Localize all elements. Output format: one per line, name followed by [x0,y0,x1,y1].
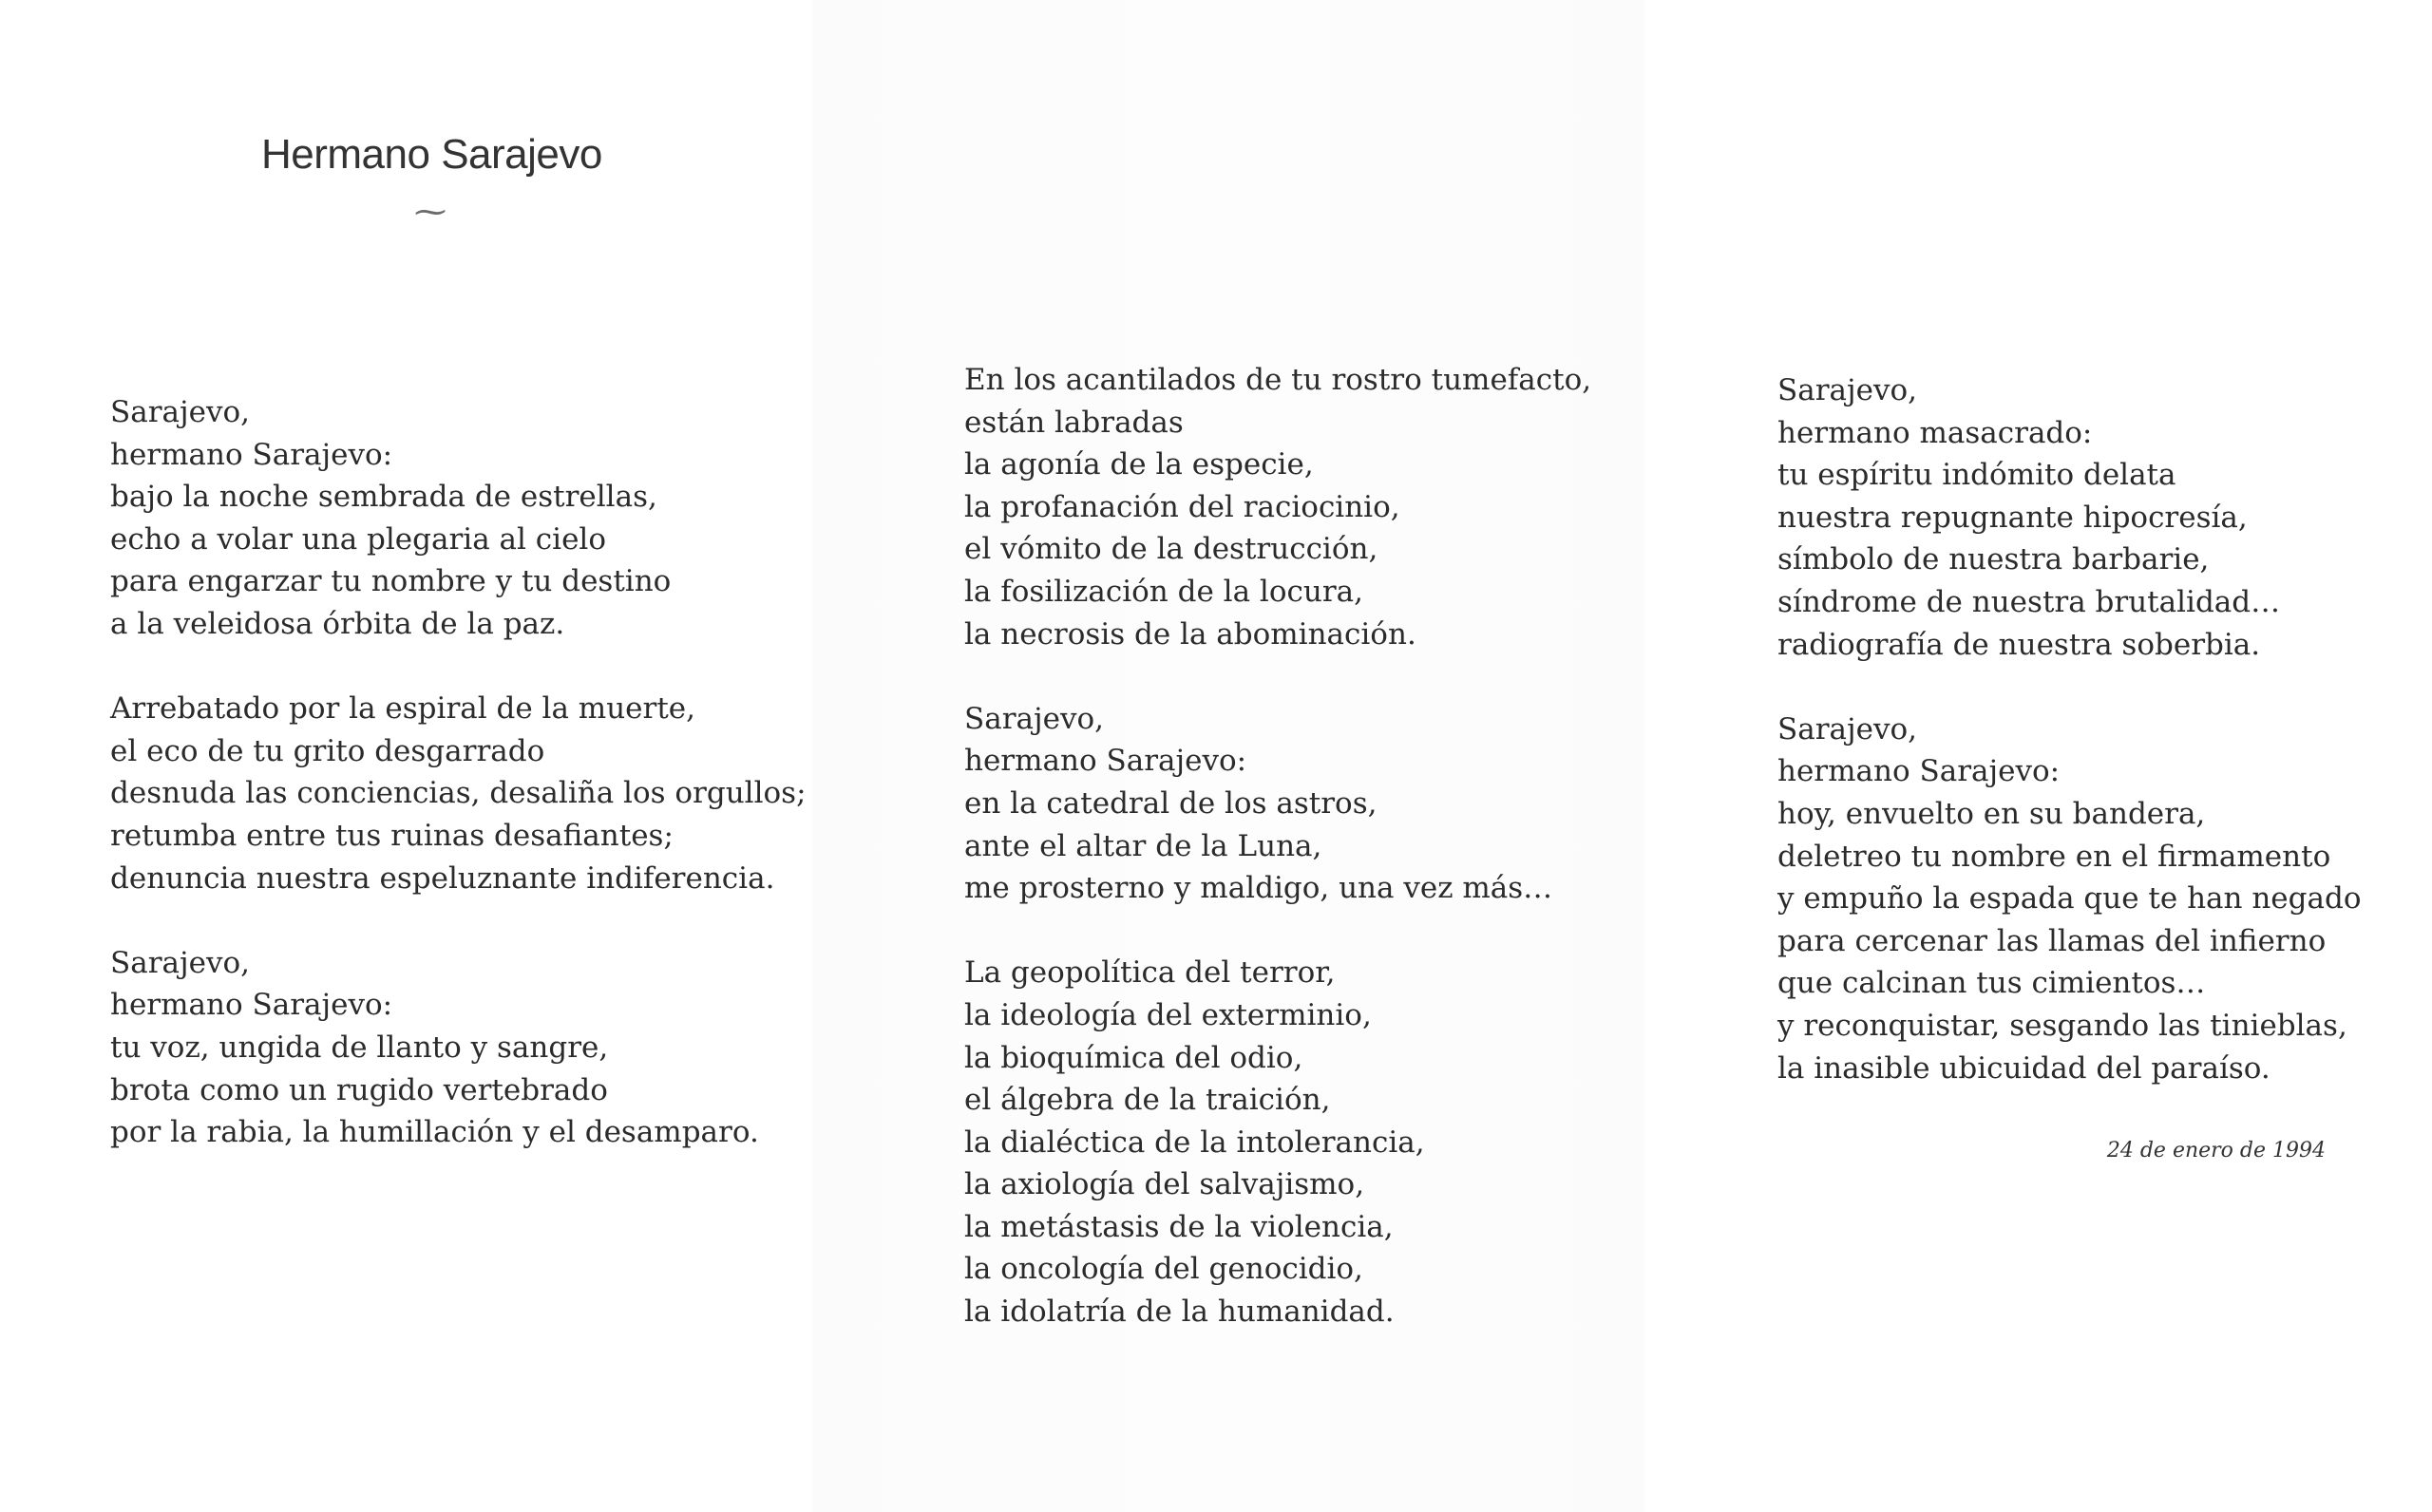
verse-line: deletreo tu nombre en el firmamento [1777,839,2331,874]
poem-column-1 [110,391,807,1154]
verse-line: por la rabia, la humillación y el desamparo. [110,1115,759,1150]
stanza [1777,369,2362,666]
verse-line: símbolo de nuestra barbarie, [1777,542,2210,577]
stanza [964,952,1591,1332]
verse-line: la inasible ubicuidad del paraíso. [1777,1050,2270,1086]
verse-line: Sarajevo, [1777,373,1918,407]
poem-title: Hermano Sarajevo [261,131,602,178]
verse-line: el álgebra de la traición, [964,1083,1331,1118]
stanza [964,359,1591,655]
verse-line: En los acantilados de tu rostro tumefacto, [964,363,1592,397]
verse-line: la fosilización de la locura, [964,574,1363,609]
verse-line: la metástasis de la violencia, [964,1209,1394,1244]
verse-line: ante el altar de la Luna, [964,828,1322,863]
stanza [110,391,807,646]
verse-line: tu voz, ungida de llanto y sangre, [110,1030,609,1065]
verse-line: la agonía de la especie, [964,447,1314,482]
verse-line: la profanación del raciocinio, [964,489,1400,524]
verse-line: hermano masacrado: [1777,415,2093,450]
verse-line: y reconquistar, sesgando las tinieblas, [1777,1008,2347,1043]
stanza [1777,709,2362,1089]
verse-line: la idolatría de la humanidad. [964,1295,1395,1330]
verse-line: Sarajevo, [1777,711,1918,747]
verse-line: hermano Sarajevo: [1777,754,2061,789]
verse-line: Arrebatado por la espiral de la muerte, [110,691,695,727]
stanza [110,942,807,1154]
verse-line: el vómito de la destrucción, [964,532,1378,567]
verse-line: la necrosis de la abominación. [964,616,1416,652]
verse-line: brota como un rugido vertebrado [110,1072,608,1107]
verse-line: desnuda las conciencias, desaliña los orgullos; [110,776,807,811]
verse-line: bajo la noche sembrada de estrellas, [110,480,657,515]
verse-line: síndrome de nuestra brutalidad… [1777,584,2281,619]
verse-line: Sarajevo, [110,945,251,980]
verse-line: La geopolítica del terror, [964,955,1336,991]
poem-date: 24 de enero de 1994 [2106,1139,2326,1162]
verse-line: denuncia nuestra espeluznante indiferencia. [110,860,775,896]
verse-line: radiografía de nuestra soberbia. [1777,627,2261,662]
verse-line: el eco de tu grito desgarrado [110,733,545,768]
verse-line: hermano Sarajevo: [964,744,1247,779]
verse-line: hermano Sarajevo: [110,988,393,1023]
verse-line: la oncología del genocidio, [964,1252,1363,1287]
verse-line: Sarajevo, [110,395,251,429]
poem-column-2 [964,359,1591,1333]
verse-line: hermano Sarajevo: [110,437,393,472]
verse-line: me prosterno y maldigo, una vez más… [964,871,1553,906]
verse-line: retumba entre tus ruinas desafiantes; [110,818,674,853]
verse-line: nuestra repugnante hipocresía, [1777,500,2248,535]
verse-line: la dialéctica de la intolerancia, [964,1125,1425,1160]
verse-line: hoy, envuelto en su bandera, [1777,796,2206,831]
title-ornament: ⁓ [414,193,446,231]
stanza [964,698,1591,910]
verse-line: tu espíritu indómito delata [1777,458,2176,493]
stanza [110,688,807,899]
verse-line: a la veleidosa órbita de la paz. [110,606,565,641]
verse-line: la ideología del exterminio, [964,997,1372,1032]
verse-line: en la catedral de los astros, [964,785,1378,821]
verse-line: echo a volar una plegaria al cielo [110,521,606,557]
verse-line: para cercenar las llamas del infierno [1777,923,2327,958]
verse-line: la axiología del salvajismo, [964,1167,1365,1202]
poem-column-3 [1777,369,2362,1089]
verse-line: están labradas [964,405,1184,440]
verse-line: y empuño la espada que te han negado [1777,881,2362,917]
verse-line: Sarajevo, [964,701,1105,736]
verse-line: la bioquímica del odio, [964,1040,1303,1075]
verse-line: que calcinan tus cimientos… [1777,966,2206,1001]
verse-line: para engarzar tu nombre y tu destino [110,564,672,599]
